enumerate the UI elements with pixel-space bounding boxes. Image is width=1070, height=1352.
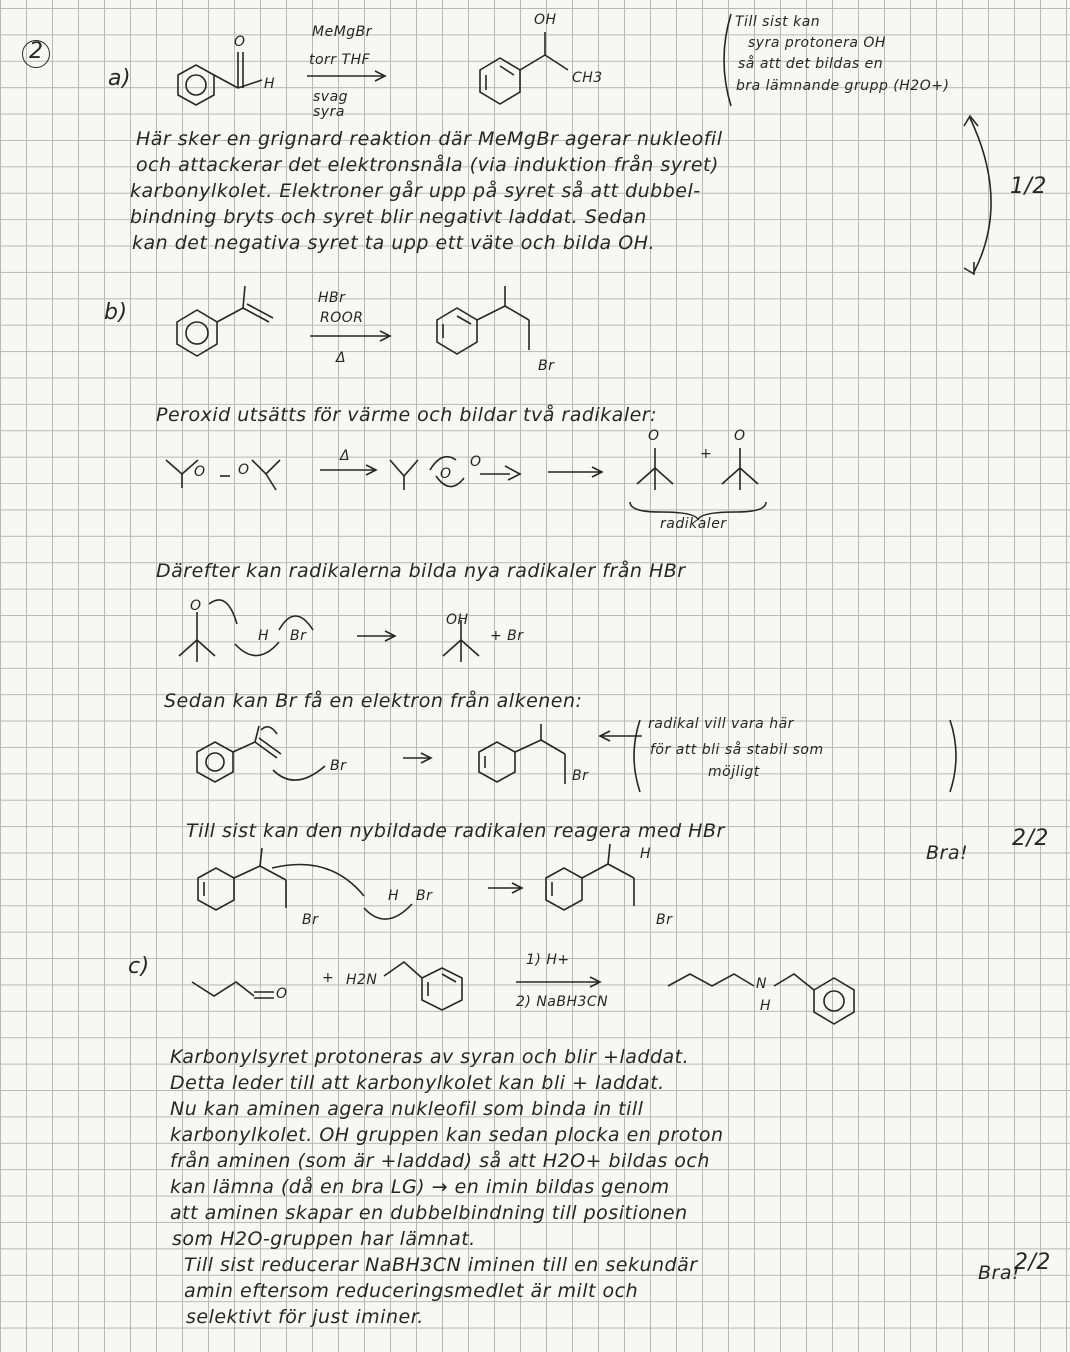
part-c-explanation-line-4: karbonylkolet. OH gruppen kan sedan plocka en proton: [170, 1124, 724, 1146]
part-b-score: 2/2: [1012, 826, 1049, 851]
part-b-step2-hydrogen-abstraction: [175, 590, 635, 680]
part-c-amine-h2n: H2N: [346, 972, 378, 988]
part-c-reaction-arrow: [514, 976, 614, 992]
part-b-step3-radical-addition: [185, 722, 635, 812]
part-b-step2-text: Därefter kan radikalerna bilda nya radikaler från HBr: [156, 560, 686, 582]
part-a-product-ch3: CH3: [572, 70, 603, 86]
benzene-ring: [178, 65, 214, 105]
problem-number: 2: [29, 39, 44, 64]
part-b-step4-br-1: Br: [302, 912, 319, 928]
part-b-reagent-roor: ROOR: [320, 310, 364, 326]
part-b-step1-text: Peroxid utsätts för värme och bildar två radikaler:: [156, 404, 658, 426]
part-a-reagent-3: svag syra: [313, 89, 349, 120]
part-b-step4-product-h: H: [640, 846, 652, 862]
part-c-reactant-benzylamine: [380, 950, 510, 1020]
part-a-note-line-2: syra protonera OH: [748, 35, 886, 51]
part-b-reagent-heat: Δ: [336, 350, 347, 366]
part-a-explanation-line-1: Här sker en grignard reaktion där MeMgBr agerar nukleofil: [136, 128, 723, 150]
part-c-reagent-2: 2) NaBH3CN: [516, 994, 609, 1010]
part-b-side-note: Bra!: [926, 842, 969, 864]
part-c-explanation-line-1: Karbonylsyret protoneras av syran och blir +laddat.: [170, 1046, 690, 1068]
part-c-reagent-1: 1) H+: [526, 952, 570, 968]
part-b-reagent-hbr: HBr: [318, 290, 346, 306]
part-c-explanation-line-2: Detta leder till att karbonylkolet kan bli + laddat.: [170, 1072, 665, 1094]
part-c-explanation-line-10: amin eftersom reduceringsmedlet är milt och: [184, 1280, 639, 1302]
part-b-step4-h: H: [388, 888, 400, 904]
part-b-step2-oh: OH: [446, 612, 469, 628]
part-b-step3-note-line-2: för att bli så stabil som: [650, 742, 824, 758]
part-b-step4-br-2: Br: [416, 888, 433, 904]
part-b-step1-heat: Δ: [340, 448, 351, 464]
part-b-step2-h: H: [258, 628, 270, 644]
part-b-step3-product-br: Br: [572, 768, 589, 784]
part-a-explanation-line-4: bindning bryts och syret blir negativt laddat. Sedan: [130, 206, 647, 228]
part-a-grading-arc: [940, 112, 1000, 282]
part-c-product-n: N: [756, 976, 767, 992]
part-b-product: [425, 280, 585, 380]
part-c-explanation-line-6: kan lämna (då en bra LG) → en imin bildas genom: [170, 1176, 670, 1198]
part-b-product-br: Br: [538, 358, 555, 374]
part-c-explanation-line-3: Nu kan aminen agera nukleofil som binda in till: [170, 1098, 644, 1120]
part-b-step3-text: Sedan kan Br få en elektron från alkenen:: [164, 690, 583, 712]
part-c-explanation-line-9: Till sist reducerar NaBH3CN iminen till en sekundär: [184, 1254, 698, 1276]
part-c-product-h: H: [760, 998, 772, 1014]
part-b-radikaler-label: radikaler: [660, 516, 727, 532]
part-b-step4-product-br: Br: [656, 912, 673, 928]
part-a-reagent-1: MeMgBr: [312, 24, 373, 40]
part-c-product-secondary-amine: [662, 950, 892, 1030]
part-b-step3-note-line-3: möjligt: [708, 764, 760, 780]
part-a-note-line-4: bra lämnande grupp (H2O+): [736, 78, 950, 94]
part-c-side-note: Bra!: [978, 1262, 1021, 1284]
part-c-score: 2/2: [1014, 1250, 1051, 1275]
part-b-step1-plus: +: [700, 446, 713, 462]
part-a-reactant-benzaldehyde: [150, 30, 300, 120]
part-c-plus: +: [322, 970, 335, 986]
part-a-note-line-3: så att det bildas en: [738, 56, 884, 72]
part-b-step1-radical-o-2: O: [734, 428, 746, 444]
part-b-step3-note-line-1: radikal vill vara här: [648, 716, 794, 732]
part-c-label: c): [128, 954, 150, 979]
part-a-explanation-line-3: karbonylkolet. Elektroner går upp på syret så att dubbel-: [130, 180, 701, 202]
part-a-reaction-arrow: [305, 70, 395, 86]
part-c-explanation-line-8: som H2O-gruppen har lämnat.: [172, 1228, 476, 1250]
part-b-step1-radical-o-1: O: [648, 428, 660, 444]
part-b-step1-o-4: O: [470, 454, 482, 470]
part-a-note-bracket: [715, 10, 735, 110]
part-a-label: a): [108, 66, 132, 91]
part-b-step4-chain-termination: [190, 848, 710, 938]
part-c-explanation-line-5: från aminen (som är +laddad) så att H2O+ bildas och: [170, 1150, 710, 1172]
part-b-label: b): [104, 300, 128, 325]
part-a-product-oh: OH: [534, 12, 557, 28]
part-a-note-line-1: Till sist kan: [735, 14, 821, 30]
part-b-step4-text: Till sist kan den nybildade radikalen reagera med HBr: [186, 820, 725, 842]
part-c-explanation-line-11: selektivt för just iminer.: [186, 1306, 424, 1328]
part-b-reaction-arrow: [308, 330, 398, 346]
part-b-step1-o-1: O: [194, 464, 206, 480]
part-b-step1-o-3: O: [440, 466, 452, 482]
part-c-aldehyde-o: O: [276, 986, 288, 1002]
part-b-step2-br-radical: + Br: [490, 628, 524, 644]
part-a-explanation-line-5: kan det negativa syret ta upp ett väte och bilda OH.: [132, 232, 656, 254]
part-b-step3-br-radical: Br: [330, 758, 347, 774]
part-a-score: 1/2: [1010, 174, 1047, 199]
part-b-step2-br: Br: [290, 628, 307, 644]
part-b-step1-o-2: O: [238, 462, 250, 478]
part-c-explanation-line-7: att aminen skapar en dubbelbindning till positionen: [170, 1202, 688, 1224]
part-b-reactant-alkene: [165, 282, 305, 372]
svg-text:H: H: [264, 76, 275, 92]
part-b-step2-o: O: [190, 598, 202, 614]
svg-text:O: O: [234, 34, 246, 50]
part-a-reagent-2: torr THF: [309, 52, 371, 68]
part-a-explanation-line-2: och attackerar det elektronsnåla (via induktion från syret): [136, 154, 719, 176]
